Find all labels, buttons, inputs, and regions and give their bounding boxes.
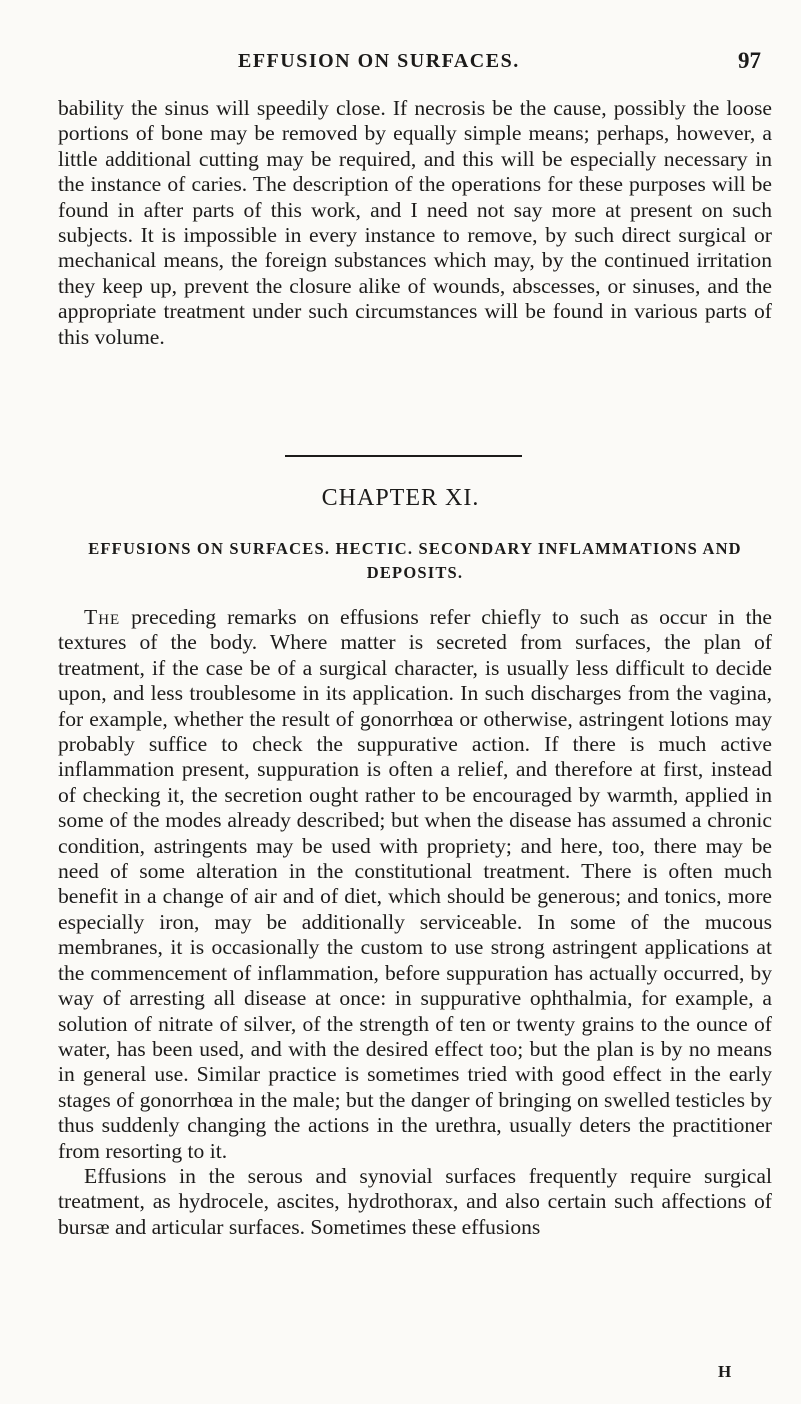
- continuation-paragraph: [58, 96, 772, 350]
- opening-word: The: [84, 605, 121, 629]
- paragraph-1-text: preceding remarks on effusions refer chiefly to such as occur in the textures of the body. Where matter is secreted from surfaces, the plan of treatment, if the case be of a surgical character, is usually less difficult to decide upon, and less troublesome in its application. In such discharges from the vagina, for example, whether the result of gonorrhœa or otherwise, astringent lotions may probably suffice to check the suppurative action. If there is much active inflammation present, suppuration is often a relief, and therefore at first, instead of checking it, the secretion ought rather to be encouraged by warmth, applied in some of the modes already described; but when the disease has assumed a chronic condition, astringents may be used with propriety; and here, too, there may be need of some alteration in the constitutional treatment. There is often much benefit in a change of air and of diet, which should be generous; and tonics, more especially iron, may be additionally serviceable. In some of the mucous membranes, it is occasionally the custom to use strong astringent applications at the commencement of inflammation, before suppuration has actually occurred, by way of arresting all disease at once: in suppurative ophthalmia, for example, a solution of nitrate of silver, of the strength of ten or twenty grains to the ounce of water, has been used, and with the desired effect too; but the plan is by no means in general use. Similar practice is sometimes tried with good effect in the early stages of gonorrhœa in the male; but the danger of bringing on swelled testicles by thus suddenly changing the actions in the urethra, usually deters the practitioner from resorting to it.: [58, 605, 772, 1163]
- paragraph-1: [58, 605, 772, 1164]
- running-head: EFFUSION ON SURFACES.: [238, 50, 520, 72]
- chapter-subtitle: EFFUSIONS ON SURFACES. HECTIC. SECONDARY INFLAMMATIONS AND DEPOSITS.: [88, 539, 742, 582]
- page-number: 97: [738, 48, 761, 73]
- chapter-divider: [285, 455, 522, 457]
- chapter-title: CHAPTER XI.: [321, 485, 480, 511]
- signature-mark: H: [718, 1362, 732, 1381]
- paragraph-text: bability the sinus will speedily close. If necrosis be the cause, possibly the loose portions of bone may be removed by equally simple means; perhaps, however, a little additional cutting may be required, and this will be especially necessary in the instance of caries. The description of the operations for these purposes will be found in after parts of this work, and I need not say more at present on such subjects. It is impossible in every instance to remove, by such direct surgical or mechanical means, the foreign substances which may, by the continued irritation they keep up, prevent the closure alike of wounds, abscesses, or sinuses, and the appropriate treatment under such circumstances will be found in various parts of this volume.: [58, 96, 772, 349]
- chapter-body: [58, 605, 772, 1240]
- paragraph-2: Effusions in the serous and synovial surfaces frequently require surgical treatment, as hydrocele, ascites, hydrothorax, and also certain such affections of bursæ and articular surfaces. Sometimes these effusions: [58, 1163, 772, 1239]
